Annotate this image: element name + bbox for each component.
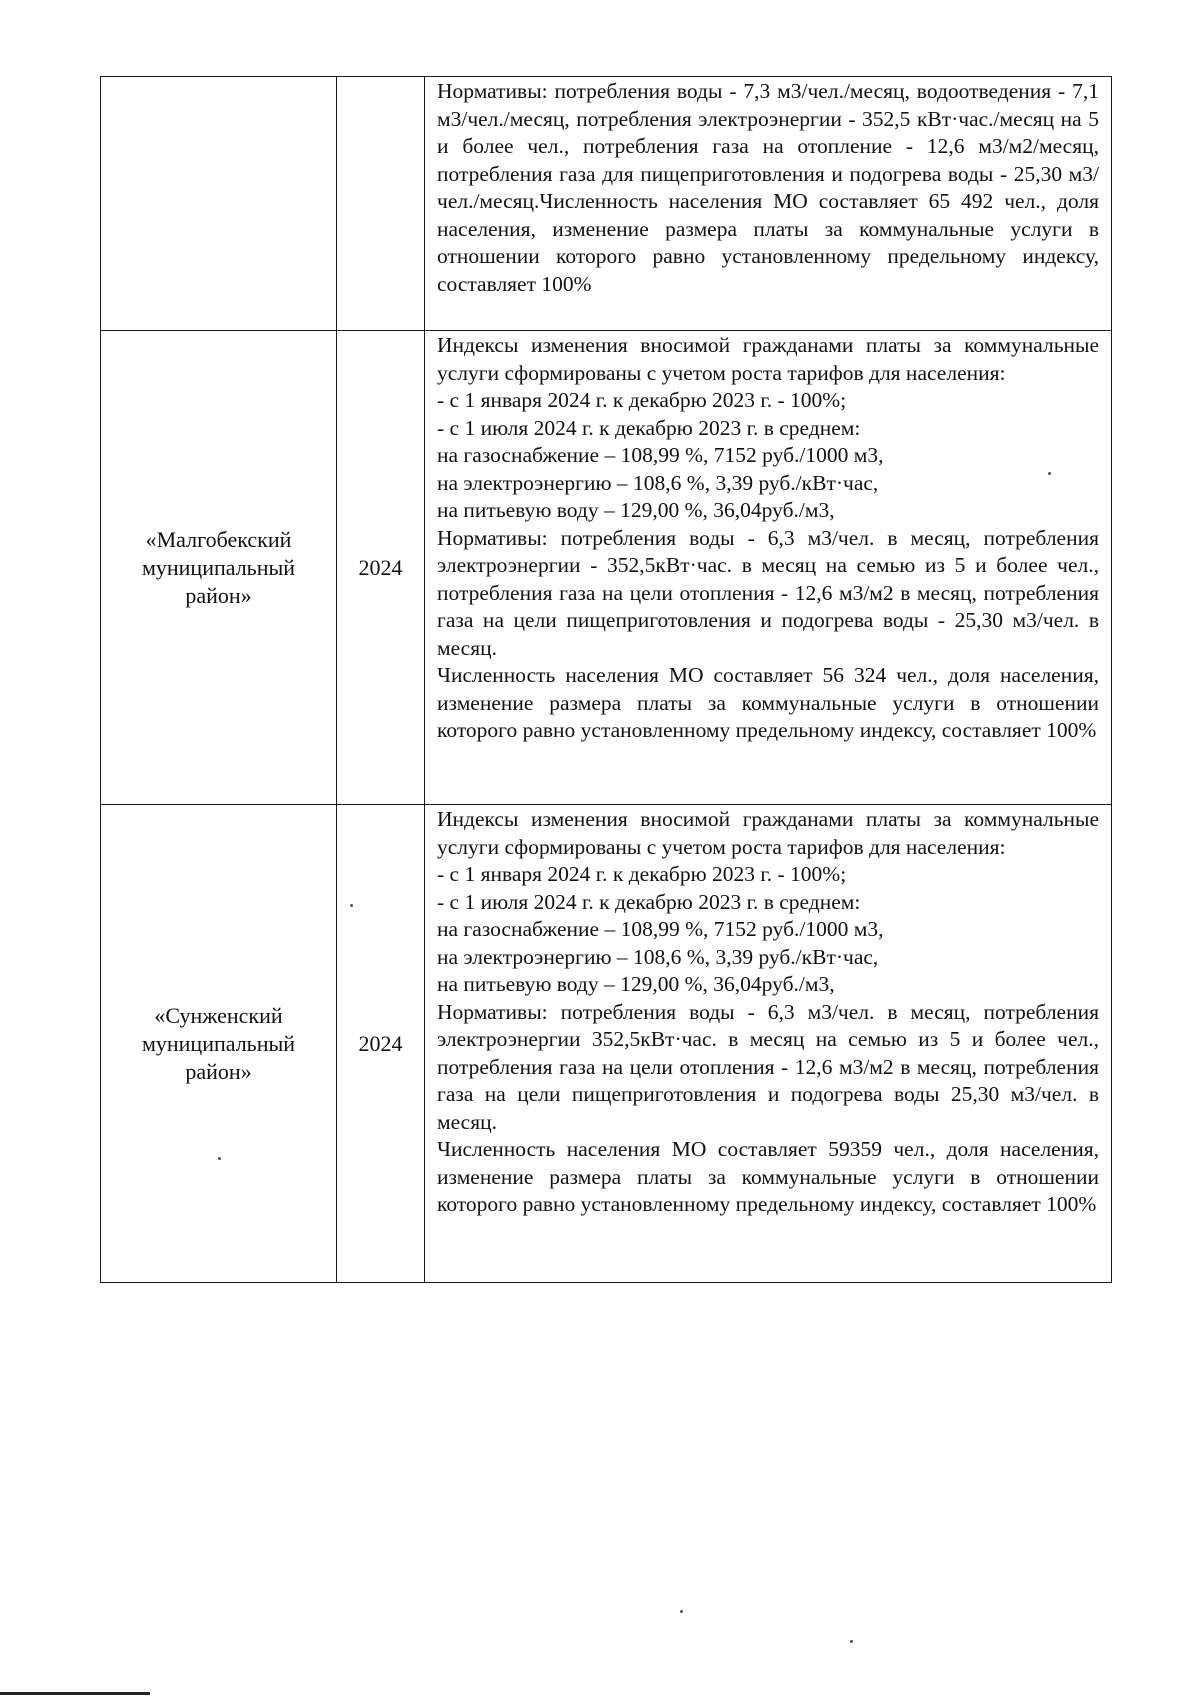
table-row xyxy=(101,77,1112,331)
description-cell xyxy=(425,805,1112,1283)
municipality-cell xyxy=(101,77,337,331)
paragraph: Индексы изменения вносимой гражданами платы за коммунальные услуги сформированы с учетом роста тарифов для населения: xyxy=(437,333,1099,385)
paragraph: на газоснабжение – 108,99 %, 7152 руб./1000 м3, xyxy=(437,443,884,467)
paragraph: на питьевую воду – 129,00 %, 36,04руб./м3, xyxy=(437,972,835,996)
municipality-cell xyxy=(101,331,337,805)
paragraph: - с 1 января 2024 г. к декабрю 2023 г. - 100%; xyxy=(437,862,847,886)
paragraph: на электроэнергию – 108,6 %, 3,39 руб./кВт·час, xyxy=(437,470,879,495)
paragraph: на питьевую воду – 129,00 %, 36,04руб./м3, xyxy=(437,498,835,522)
paragraph: Нормативы: потребления воды - 7,3 м3/чел./месяц, водоотведения - 7,1 м3/чел./месяц, потребления электроэнергии - 352,5 кВт·час./месяц на 5 и более чел., потребления газа на отопление - 12,6 м3/м2/месяц, потребления газа для пищеприготовления и подогрева воды - 25,30 м3/чел./месяц.Численность населения МО составляет 65 492 чел., доля населения, изменение размера платы за коммунальные услуги в отношении которого равно установленному предельному индексу, составляет 100% xyxy=(437,79,1099,296)
paragraph: - с 1 июля 2024 г. к декабрю 2023 г. в среднем: xyxy=(437,889,861,914)
description-cell xyxy=(425,77,1112,331)
municipality-name-line: муниципальный xyxy=(141,554,296,580)
scan-speck xyxy=(350,904,353,907)
page-bottom-rule xyxy=(0,1692,150,1695)
paragraph: на электроэнергию – 108,6 %, 3,39 руб./кВт·час, xyxy=(437,944,879,969)
year-cell: 2024 xyxy=(337,805,425,1283)
tariff-table xyxy=(100,76,1112,1283)
paragraph: Индексы изменения вносимой гражданами платы за коммунальные услуги сформированы с учетом роста тарифов для населения: xyxy=(437,807,1099,859)
year-cell xyxy=(337,77,425,331)
paragraph: Численность населения МО составляет 56 324 чел., доля населения, изменение размера платы за коммунальные услуги в отношении которого равно установленному предельному индексу, составляет 100% xyxy=(437,663,1099,742)
municipality-name-line: муниципальный xyxy=(141,1030,296,1056)
table-row xyxy=(101,805,1112,1283)
year-cell: 2024 xyxy=(337,331,425,805)
table-row xyxy=(101,331,1112,805)
municipality-name-line: «Малгобекский xyxy=(145,526,292,552)
scan-speck xyxy=(680,1610,683,1613)
paragraph: Численность населения МО составляет 59359 чел., доля населения, изменение размера платы за коммунальные услуги в отношении которого равно установленному предельному индексу, составляет 100% xyxy=(437,1137,1099,1216)
paragraph: - с 1 июля 2024 г. к декабрю 2023 г. в среднем: xyxy=(437,415,861,440)
paragraph: - с 1 января 2024 г. к декабрю 2023 г. - 100%; xyxy=(437,388,847,412)
paragraph: Нормативы: потребления воды - 6,3 м3/чел. в месяц, потребления электроэнергии - 352,5кВт·час. в месяц на семью из 5 и более чел., потребления газа на цели отопления - 12,6 м3/м2 в месяц, потребления газа на цели пищеприготовления и подогрева воды - 25,30 м3/чел. в месяц. xyxy=(437,525,1099,660)
municipality-name-line: район» xyxy=(185,1058,252,1084)
scan-speck xyxy=(850,1640,853,1643)
municipality-name-line: район» xyxy=(185,582,252,608)
municipality-cell xyxy=(101,805,337,1283)
scan-speck xyxy=(1048,472,1051,475)
paragraph: на газоснабжение – 108,99 %, 7152 руб./1000 м3, xyxy=(437,917,884,941)
scan-speck xyxy=(218,1157,221,1160)
municipality-name-line: «Сунженский xyxy=(154,1002,283,1028)
paragraph: Нормативы: потребления воды - 6,3 м3/чел. в месяц, потребления электроэнергии 352,5кВт·час. в месяц на семью из 5 и более чел., потребления газа на цели отопления - 12,6 м3/м2 в месяц, потребления газа на цели пищеприготовления и подогрева воды 25,30 м3/чел. в месяц. xyxy=(437,999,1099,1134)
description-cell xyxy=(425,331,1112,805)
